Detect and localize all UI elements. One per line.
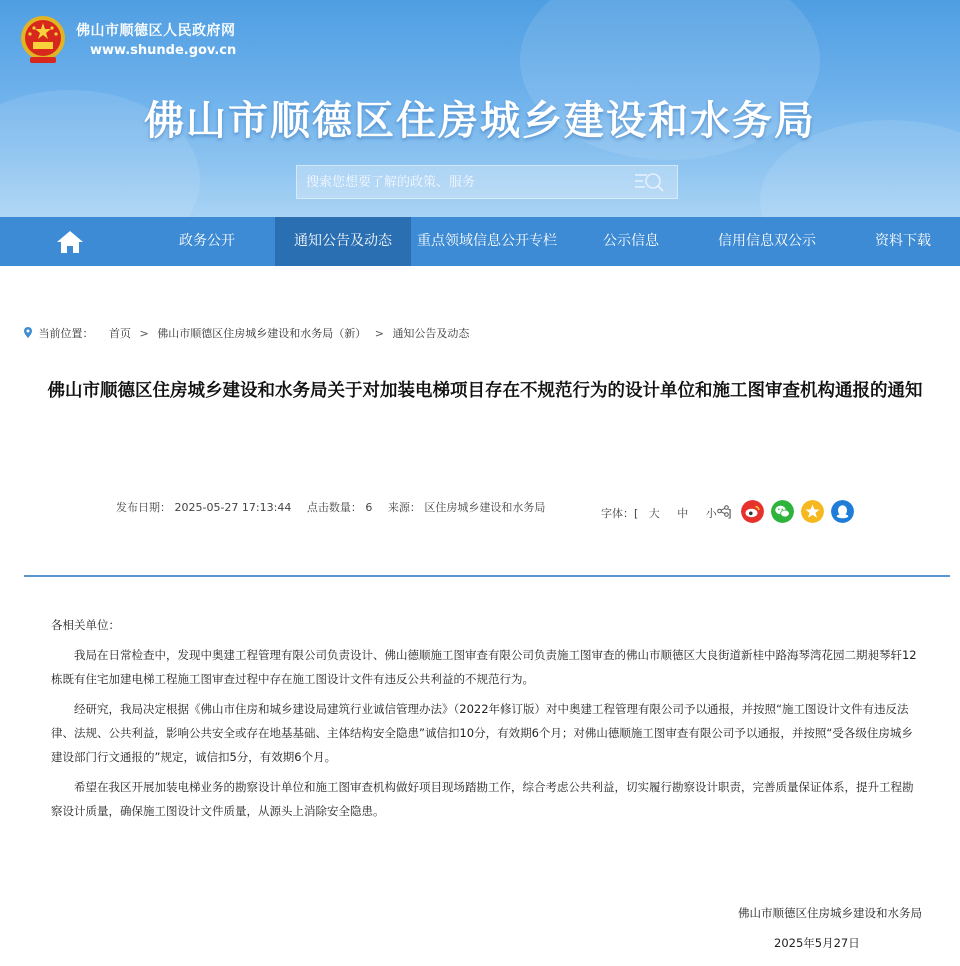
site-url[interactable]: www.shunde.gov.cn bbox=[90, 43, 237, 58]
font-size-close: ] bbox=[727, 507, 732, 520]
wechat-share-icon[interactable] bbox=[771, 500, 794, 523]
qzone-share-icon[interactable] bbox=[801, 500, 824, 523]
site-name[interactable]: 佛山市顺德区人民政府网 bbox=[76, 23, 236, 39]
bureau-title: 佛山市顺德区住房城乡建设和水务局 bbox=[144, 98, 816, 144]
breadcrumb-bureau[interactable]: 佛山市顺德区住房城乡建设和水务局（新） bbox=[157, 327, 367, 340]
font-size-switcher bbox=[601, 505, 732, 521]
site-banner bbox=[0, 0, 960, 217]
article-meta bbox=[116, 499, 557, 515]
nav-item-key-areas[interactable]: 重点领域信息公开专栏 bbox=[417, 233, 557, 249]
nav-item-public-info[interactable]: 公示信息 bbox=[603, 233, 659, 249]
sign-date: 2025年5月27日 bbox=[774, 936, 860, 950]
publish-date: 发布日期： 2025-05-27 17:13:44 bbox=[116, 501, 292, 514]
article-title: 佛山市顺德区住房城乡建设和水务局关于对加装电梯项目存在不规范行为的设计单位和施工图审查机构通报的通知 bbox=[47, 381, 923, 401]
search-icon[interactable] bbox=[633, 171, 665, 193]
font-size-large[interactable]: 大 bbox=[648, 507, 660, 520]
nav-item-credit-info[interactable]: 信用信息双公示 bbox=[718, 233, 816, 249]
national-emblem-icon[interactable] bbox=[18, 14, 68, 66]
nav-item-gov-affairs[interactable]: 政务公开 bbox=[179, 233, 235, 249]
nav-item-notices[interactable]: 通知公告及动态 bbox=[275, 217, 411, 266]
home-icon[interactable] bbox=[55, 229, 85, 255]
location-pin-icon bbox=[24, 327, 32, 338]
article-paragraph: 我局在日常检查中，发现中奥建工程管理有限公司负责设计、佛山德顺施工图审查有限公司负责施工图审查的佛山市顺德区大良街道新桂中路海琴湾花园二期昶琴轩12栋既有住宅加建电梯工程施工图审查过程中存在施工图设计文件有违反公共利益的不规范行为。 bbox=[51, 648, 917, 686]
article-source: 来源： 区住房城乡建设和水务局 bbox=[387, 501, 546, 514]
article-body bbox=[51, 613, 921, 823]
main-nav bbox=[0, 217, 960, 266]
nav-item-downloads[interactable]: 资料下载 bbox=[875, 233, 931, 249]
signer: 佛山市顺德区住房城乡建设和水务局 bbox=[738, 906, 922, 920]
qq-share-icon[interactable] bbox=[831, 500, 854, 523]
search-input[interactable] bbox=[297, 166, 627, 198]
font-size-medium[interactable]: 中 bbox=[677, 507, 689, 520]
font-size-label: 字体：[ bbox=[601, 507, 639, 520]
breadcrumb-separator: > bbox=[139, 327, 149, 340]
breadcrumb-separator: > bbox=[374, 327, 384, 340]
content-divider bbox=[24, 575, 950, 577]
search-box bbox=[296, 165, 678, 199]
breadcrumb-notices[interactable]: 通知公告及动态 bbox=[392, 327, 470, 340]
article-paragraph: 经研究，我局决定根据《佛山市住房和城乡建设局建筑行业诚信管理办法》（2022年修订版）对中奥建工程管理有限公司予以通报，并按照“施工图设计文件有违反法律、法规、公共利益，影响公共安全或存在地基基础、主体结构安全隐患”诚信扣10分，有效期6个月；对佛山德顺施工图审查有限公司予以通报，并按照“受各级住房城乡建设部门行文通报的”规定，诚信扣5分，有效期6个月。 bbox=[51, 702, 913, 764]
breadcrumb-label: 当前位置： bbox=[38, 327, 94, 340]
view-count: 点击数量： 6 bbox=[306, 501, 373, 514]
font-size-small[interactable]: 小 bbox=[705, 507, 717, 520]
breadcrumb bbox=[24, 325, 469, 341]
weibo-share-icon[interactable] bbox=[741, 500, 764, 523]
article-paragraph: 希望在我区开展加装电梯业务的勘察设计单位和施工图审查机构做好项目现场踏勘工作，综合考虑公共利益，切实履行勘察设计职责，完善质量保证体系，提升工程勘察设计质量，确保施工图设计文件质量，从源头上消除安全隐患。 bbox=[51, 780, 914, 818]
breadcrumb-home[interactable]: 首页 bbox=[109, 327, 131, 340]
share-icon[interactable] bbox=[717, 505, 729, 517]
salutation: 各相关单位： bbox=[51, 618, 120, 632]
